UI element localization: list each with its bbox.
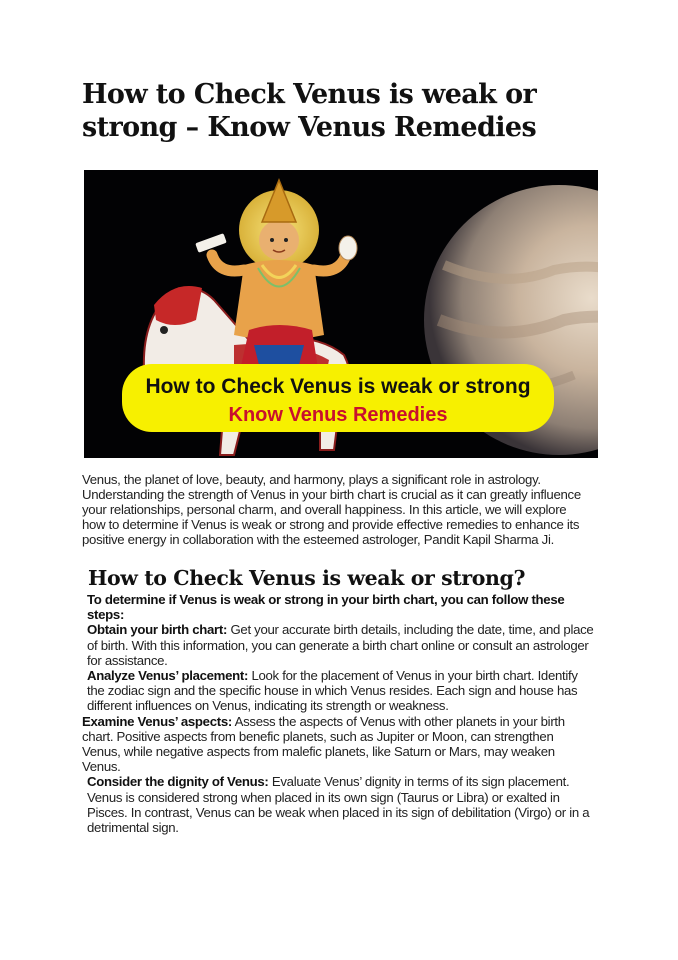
section-heading: How to Check Venus is weak or strong? [88, 566, 526, 590]
step-text: Look for the placement of Venus in your birth chart. Identify the zodiac sign and the specific house in which Venus resides. Each sign and house has different influences on Venus, indicating its strength or weakness. [87, 668, 578, 714]
hero-image [84, 170, 598, 458]
step-label: Obtain your birth chart: [87, 622, 228, 638]
hero-banner-line1: How to Check Venus is weak or strong [145, 375, 531, 398]
steps-lead-text: To determine if Venus is weak or strong in your birth chart, you can follow these steps: [87, 592, 565, 623]
step-item [82, 774, 594, 835]
hero-banner-line2: Know Venus Remedies [228, 404, 448, 426]
steps-list [82, 592, 594, 835]
step-text: Assess the aspects of Venus with other planets in your birth chart. Positive aspects from benefic planets, such as Jupiter or Moon, can strengthen Venus, while negative aspects from malefic planets, like Saturn or Mars, may weaken Venus. [82, 713, 565, 775]
step-item [82, 714, 594, 775]
step-item [82, 622, 594, 668]
step-label: Consider the dignity of Venus: [87, 774, 269, 790]
step-text: Evaluate Venus’ dignity in terms of its sign placement. Venus is considered strong when placed in its own sign (Taurus or Libra) or exalted in Pisces. In contrast, Venus can be weak when placed in its sign of debilitation (Virgo) or in a detrimental sign. [87, 774, 590, 836]
steps-lead [82, 592, 594, 622]
step-label: Analyze Venus’ placement: [87, 668, 249, 684]
article-title: How to Check Venus is weak or strong – Know Venus Remedies [82, 79, 537, 143]
step-text: Get your accurate birth details, including the date, time, and place of birth. With this information, you can generate a birth chart online or consult an astrologer for assistance. [87, 622, 594, 668]
intro-paragraph: Venus, the planet of love, beauty, and harmony, plays a significant role in astrology. Understanding the strength of Venus in your birth chart is crucial as it can greatly influence your relationships, personal charm, and overall happiness. In this article, we will explore how to determine if Venus is weak or strong and provide effective remedies to enhance its positive energy in collaboration with the esteemed astrologer, Pandit Kapil Sharma Ji. [82, 472, 581, 547]
hero-banner [122, 364, 554, 432]
step-item [82, 668, 594, 714]
step-label: Examine Venus’ aspects: [82, 713, 232, 729]
